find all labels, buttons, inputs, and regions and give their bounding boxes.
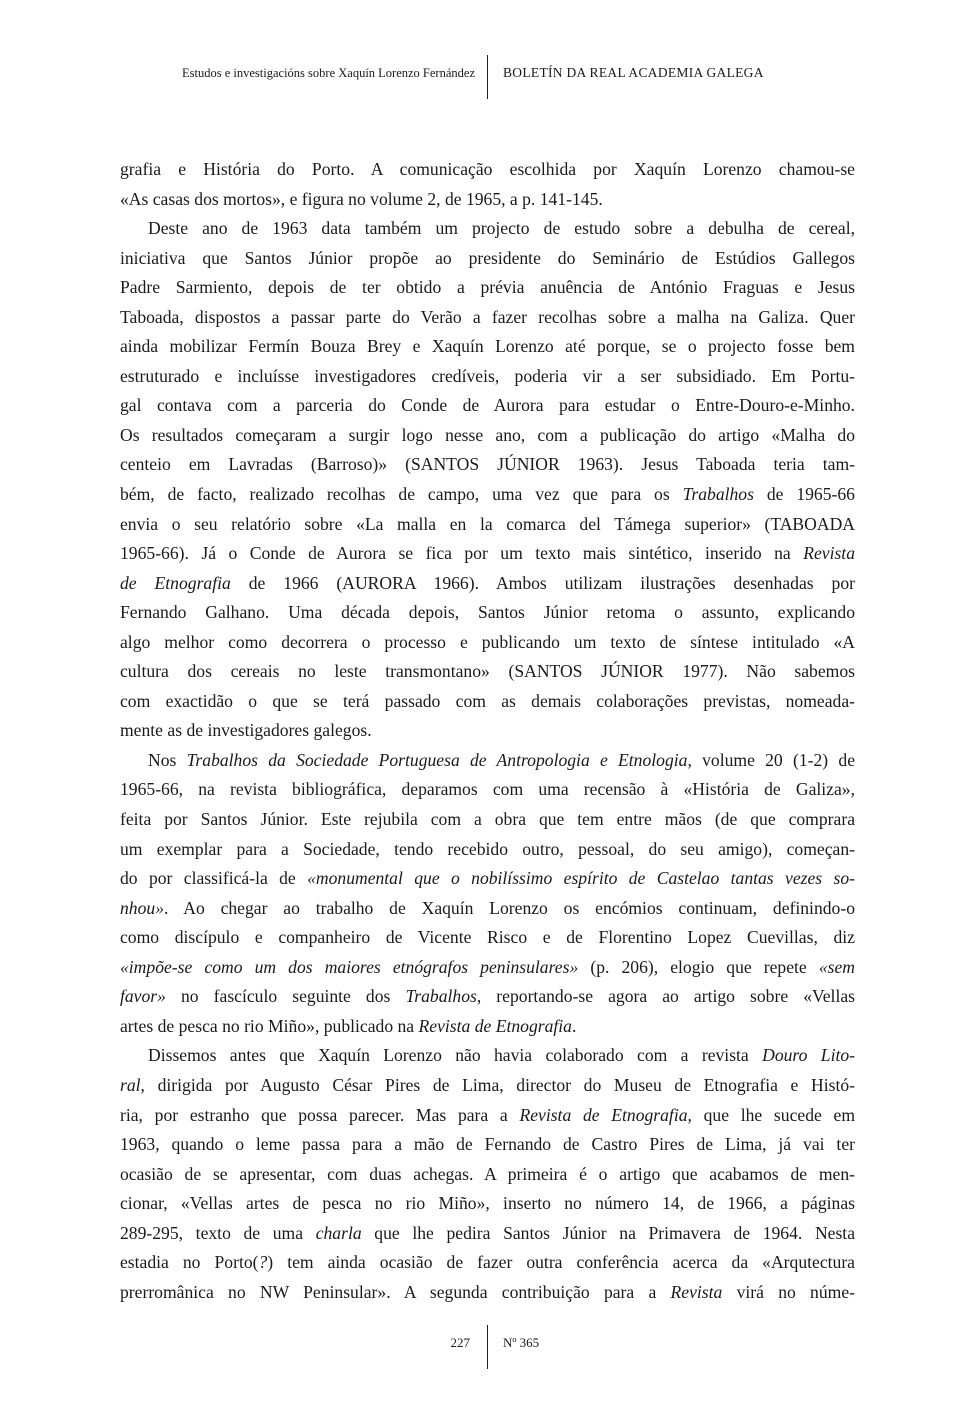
text-segment: um exemplar para a Sociedade, tendo recebido outro, pessoal, do seu amigo), começan- [120, 838, 855, 859]
text-line [120, 657, 855, 687]
text-segment: Dissemos antes que Xaquín Lorenzo não havia colaborado com a revista [148, 1045, 763, 1066]
text-line [120, 775, 855, 805]
text-line [120, 450, 855, 480]
text-line [120, 273, 855, 303]
text-segment: algo melhor como decorrera o processo e publicando um texto de síntese intitulado «A [120, 631, 855, 652]
text-line [120, 185, 855, 215]
italic-text: charla [315, 1222, 362, 1243]
text-line [120, 332, 855, 362]
issue-number: Nº 365 [503, 1335, 540, 1350]
text-line [120, 982, 855, 1012]
italic-text: Douro Lito- [762, 1045, 856, 1066]
text-segment: artes de pesca no rio Miño», publicado na [120, 1015, 419, 1036]
text-segment: Nos [148, 749, 187, 770]
text-line [120, 391, 855, 421]
text-segment: mente as de investigadores galegos. [120, 720, 372, 741]
italic-text: Revista de Etnografia [418, 1015, 572, 1036]
italic-text: de Etnografia [120, 572, 231, 593]
italic-text: nhou» [120, 897, 164, 918]
text-segment: , volume 20 (1-2) de [687, 749, 856, 770]
text-line [120, 1130, 855, 1160]
text-segment: envia o seu relatório sobre «La malla en la comarca del Támega superior» (TABOADA [120, 513, 855, 534]
text-line [120, 569, 855, 599]
text-line [120, 1219, 855, 1249]
text-line [120, 303, 855, 333]
running-header-left: Estudos e investigacións sobre Xaquín Lorenzo Fernández [182, 66, 475, 80]
text-line [120, 1071, 855, 1101]
text-line [120, 214, 855, 244]
text-line [120, 1041, 855, 1071]
text-segment: (p. 206), elogio que repete [578, 956, 819, 977]
text-segment: . [571, 1015, 577, 1036]
text-segment: estruturado e incluísse investigadores credíveis, poderia vir a ser subsidiado. Em Portu- [120, 365, 855, 386]
italic-text: Trabalhos [682, 484, 754, 505]
italic-text: Revista [803, 543, 855, 564]
italic-text: Trabalhos da Sociedade Portuguesa de Antropologia e Etnologia [186, 749, 688, 770]
text-segment: de 1966 (AURORA 1966). Ambos utilizam ilustrações desenhadas por [230, 572, 855, 593]
italic-text: ral [120, 1074, 141, 1095]
text-segment: ainda mobilizar Fermín Bouza Brey e Xaquín Lorenzo até porque, se o projecto fosse bem [120, 336, 855, 357]
text-line [120, 1189, 855, 1219]
text-line [120, 805, 855, 835]
text-line [120, 1101, 855, 1131]
text-line [120, 421, 855, 451]
text-line [120, 480, 855, 510]
text-segment: «As casas dos mortos», e figura no volume 2, de 1965, a p. 141-145. [120, 188, 603, 209]
italic-text: «monumental que o nobilíssimo espírito de Castelao tantas vezes so- [307, 868, 855, 889]
italic-text: «impõe-se como um dos maiores etnógrafos peninsulares» [120, 956, 579, 977]
text-segment: Padre Sarmiento, depois de ter obtido a prévia anuência de António Fraguas e Jesus [120, 277, 855, 298]
text-line [120, 362, 855, 392]
text-segment: com exactidão o que se terá passado com as demais colaborações previstas, nomeada- [120, 690, 855, 711]
text-segment: Taboada, dispostos a passar parte do Verão a fazer recolhas sobre a malha na Galiza. Quer [120, 306, 855, 327]
footer-divider [487, 1325, 488, 1369]
text-segment: , reportando-se agora ao artigo sobre «Vellas [476, 986, 855, 1007]
text-segment: que lhe pedira Santos Júnior na Primavera de 1964. Nesta [361, 1222, 855, 1243]
text-segment: do por classificá-la de [120, 868, 308, 889]
text-segment: como discípulo e companheiro de Vicente Risco e de Florentino Lopez Cuevillas, diz [120, 927, 855, 948]
text-line [120, 953, 855, 983]
italic-text: Revista de Etnografia [519, 1104, 688, 1125]
italic-text: Trabalhos [405, 986, 477, 1007]
text-line [120, 1248, 855, 1278]
text-segment: Fernando Galhano. Uma década depois, Santos Júnior retoma o assunto, explicando [120, 602, 855, 623]
text-segment: feita por Santos Júnior. Este rejubila com a obra que tem entre mãos (de que comprara [120, 809, 855, 830]
text-line [120, 864, 855, 894]
text-line [120, 155, 855, 185]
text-segment: cultura dos cereais no leste transmontano» (SANTOS JÚNIOR 1977). Não sabemos [120, 661, 855, 682]
text-segment: iniciativa que Santos Júnior propõe ao presidente do Seminário de Estúdios Gallegos [120, 247, 855, 268]
text-segment: ) tem ainda ocasião de fazer outra conferência acerca da «Arqutectura [267, 1252, 855, 1273]
running-header-right: BOLETÍN DA REAL ACADEMIA GALEGA [503, 65, 764, 80]
text-segment: ocasião de se apresentar, com duas achegas. A primeira é o artigo que acabamos de men- [120, 1163, 855, 1184]
page-number: 227 [450, 1335, 470, 1350]
text-segment: centeio em Lavradas (Barroso)» (SANTOS JÚNIOR 1963). Jesus Taboada teria tam- [120, 454, 855, 475]
text-segment: ria, por estranho que possa parecer. Mas para a [120, 1104, 520, 1125]
text-segment: . Ao chegar ao trabalho de Xaquín Lorenzo os encómios continuam, definindo-o [163, 897, 855, 918]
text-line [120, 894, 855, 924]
text-segment: prerromânica no NW Peninsular». A segunda contribuição para a [120, 1281, 671, 1302]
text-segment: de 1965-66 [753, 484, 855, 505]
text-line [120, 598, 855, 628]
text-segment: 1965-66, na revista bibliográfica, deparamos com uma recensão à «História de Galiza», [120, 779, 855, 800]
italic-text: ? [258, 1252, 268, 1273]
text-segment: estadia no Porto( [120, 1252, 259, 1273]
italic-text: favor» [120, 986, 166, 1007]
text-segment: no fascículo seguinte dos [165, 986, 406, 1007]
text-segment: bém, de facto, realizado recolhas de campo, uma vez que para os [120, 484, 683, 505]
text-line [120, 746, 855, 776]
text-segment: 289-295, texto de uma [120, 1222, 316, 1243]
text-line [120, 1278, 855, 1308]
italic-text: Revista [670, 1281, 723, 1302]
text-segment: , que lhe sucede em [687, 1104, 856, 1125]
text-line [120, 1160, 855, 1190]
text-segment: 1965-66). Já o Conde de Aurora se fica por um texto mais sintético, inserido na [120, 543, 804, 564]
text-line [120, 716, 855, 746]
text-line [120, 1012, 855, 1042]
header-divider [487, 55, 488, 99]
text-segment: , dirigida por Augusto César Pires de Lima, director do Museu de Etnografia e Histó- [140, 1074, 855, 1095]
text-line [120, 835, 855, 865]
text-line [120, 539, 855, 569]
text-segment: 1963, quando o leme passa para a mão de Fernando de Castro Pires de Lima, já vai ter [120, 1134, 855, 1155]
text-line [120, 510, 855, 540]
text-segment: Os resultados começaram a surgir logo nesse ano, com a publicação do artigo «Malha do [120, 424, 855, 445]
text-line [120, 687, 855, 717]
text-line [120, 923, 855, 953]
italic-text: «sem [818, 956, 855, 977]
text-segment: gal contava com a parceria do Conde de Aurora para estudar o Entre-Douro-e-Minho. [120, 395, 855, 416]
text-segment: virá no núme- [722, 1281, 855, 1302]
text-line [120, 628, 855, 658]
text-segment: grafia e História do Porto. A comunicação escolhida por Xaquín Lorenzo chamou-se [120, 159, 855, 179]
text-segment: Deste ano de 1963 data também um projecto de estudo sobre a debulha de cereal, [148, 218, 855, 239]
text-segment: cionar, «Vellas artes de pesca no rio Miño», inserto no número 14, de 1966, a páginas [120, 1193, 855, 1214]
text-line [120, 244, 855, 274]
body-text [120, 155, 855, 1307]
